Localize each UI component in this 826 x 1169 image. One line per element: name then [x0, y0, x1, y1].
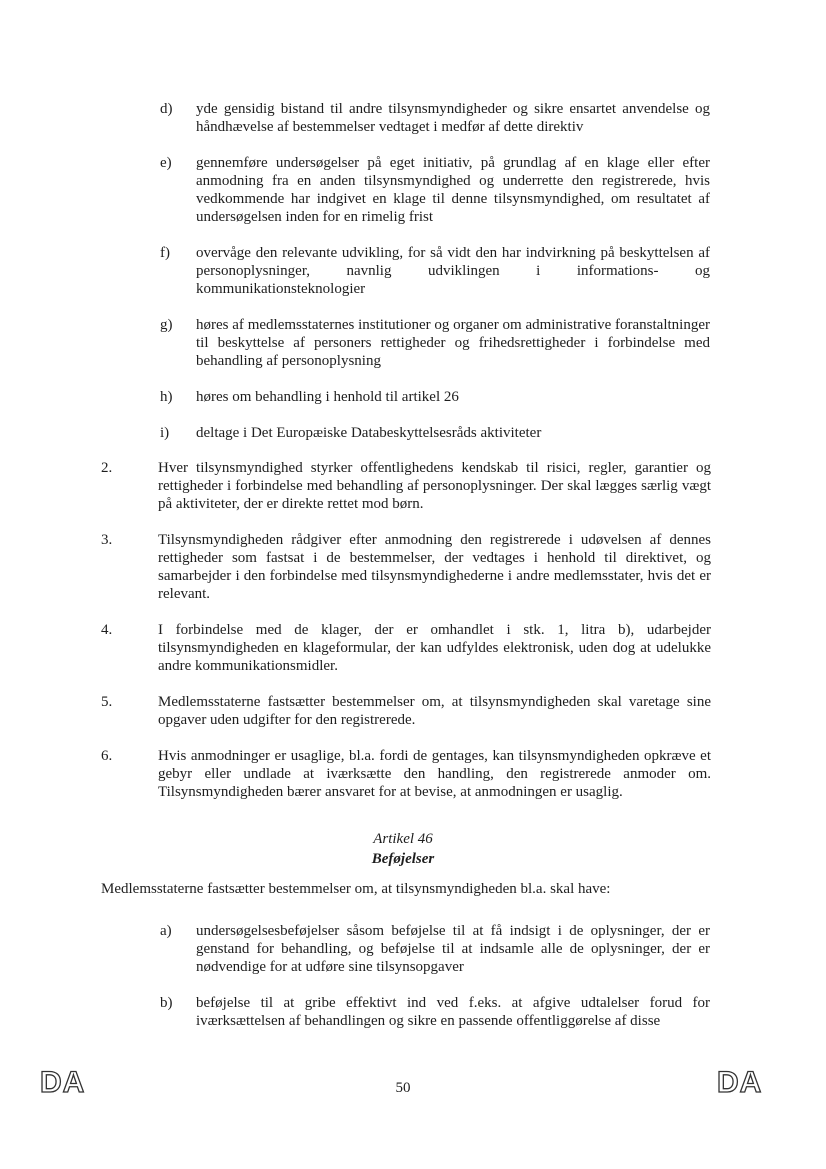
- item-label: e): [160, 155, 172, 171]
- item-label: b): [160, 995, 173, 1011]
- item-label: d): [160, 101, 173, 117]
- item-label: g): [160, 317, 173, 333]
- page-number: 50: [395, 1080, 411, 1096]
- paragraph-number: 4.: [101, 622, 113, 638]
- item-label: a): [160, 923, 172, 939]
- item-text: yde gensidig bistand til andre tilsynsmyndigheder og sikre ensartet anvendelse og håndhævelse af bestemmelser vedtaget i medfør af dette direktiv: [196, 101, 710, 135]
- item-text: gennemføre undersøgelser på eget initiativ, på grundlag af en klage eller efter anmodning fra en anden tilsynsmyndighed og underrette den registrerede, hvis vedkommende har indgivet en klage til denne tilsynsmyndighed, om resultatet af undersøgelsen inden for en rimelig frist: [196, 155, 710, 225]
- item-label: i): [160, 425, 170, 441]
- language-code-right: DA: [717, 1066, 763, 1099]
- article-number: Artikel 46: [373, 831, 433, 847]
- paragraph-number: 5.: [101, 694, 113, 710]
- paragraph-number: 2.: [101, 460, 113, 476]
- item-text: undersøgelsesbeføjelser såsom beføjelse til at få indsigt i de oplysninger, der er genstand for behandling, og beføjelse til at indsamle alle de oplysninger, der er nødvendige for at udføre sine tilsynsopgaver: [196, 923, 710, 975]
- article-title: Beføjelser: [371, 851, 435, 867]
- item-text: deltage i Det Europæiske Databeskyttelsesråds aktiviteter: [196, 425, 542, 441]
- item-text: overvåge den relevante udvikling, for så vidt den har indvirkning på beskyttelsen af personoplysninger, navnlig udviklingen i informations- og kommunikationsteknologier: [196, 245, 710, 297]
- item-text: høres af medlemsstaternes institutioner og organer om administrative foranstaltninger til beskyttelse af personers rettigheder og frihedsrettigheder i forbindelse med behandling af personoplysning: [196, 317, 710, 369]
- intro-sentence: Medlemsstaterne fastsætter bestemmelser om, at tilsynsmyndigheden bl.a. skal have:: [101, 881, 611, 897]
- item-label: h): [160, 389, 173, 405]
- paragraph-text: I forbindelse med de klager, der er omhandlet i stk. 1, litra b), udarbejder tilsynsmyndigheden en klageformular, der kan udfyldes elektronisk, uden dog at udelukke andre kommunikationsmidler.: [158, 622, 711, 674]
- paragraph-number: 3.: [101, 532, 113, 548]
- item-text: beføjelse til at gribe effektivt ind ved f.eks. at afgive udtalelser forud for iværksættelsen af behandlingen og sikre en passende offentliggørelse af disse: [196, 995, 710, 1029]
- item-label: f): [160, 245, 170, 261]
- paragraph-number: 6.: [101, 748, 113, 764]
- paragraph-text: Tilsynsmyndigheden rådgiver efter anmodning den registrerede i udøvelsen af dennes rettigheder som fastsat i de bestemmelser, der vedtages i henhold til direktivet, og samarbejder i den forbindelse med tilsynsmyndighederne i andre medlemsstater, hvis det er relevant.: [158, 532, 711, 602]
- language-code-left: DA: [40, 1066, 86, 1099]
- paragraph-text: Medlemsstaterne fastsætter bestemmelser om, at tilsynsmyndigheden skal varetage sine opgaver uden udgifter for den registrerede.: [158, 694, 711, 728]
- item-text: høres om behandling i henhold til artikel 26: [196, 389, 459, 405]
- paragraph-text: Hvis anmodninger er usaglige, bl.a. fordi de gentages, kan tilsynsmyndigheden opkræve et gebyr eller undlade at iværksætte den handling, den registrerede anmoder om. Tilsynsmyndigheden bærer ansvaret for at bevise, at anmodningen er usaglig.: [158, 748, 711, 800]
- paragraph-text: Hver tilsynsmyndighed styrker offentlighedens kendskab til risici, regler, garantier og rettigheder i forbindelse med behandling af personoplysninger. Der skal lægges særlig vægt på aktiviteter, der er direkte rettet mod børn.: [158, 460, 711, 512]
